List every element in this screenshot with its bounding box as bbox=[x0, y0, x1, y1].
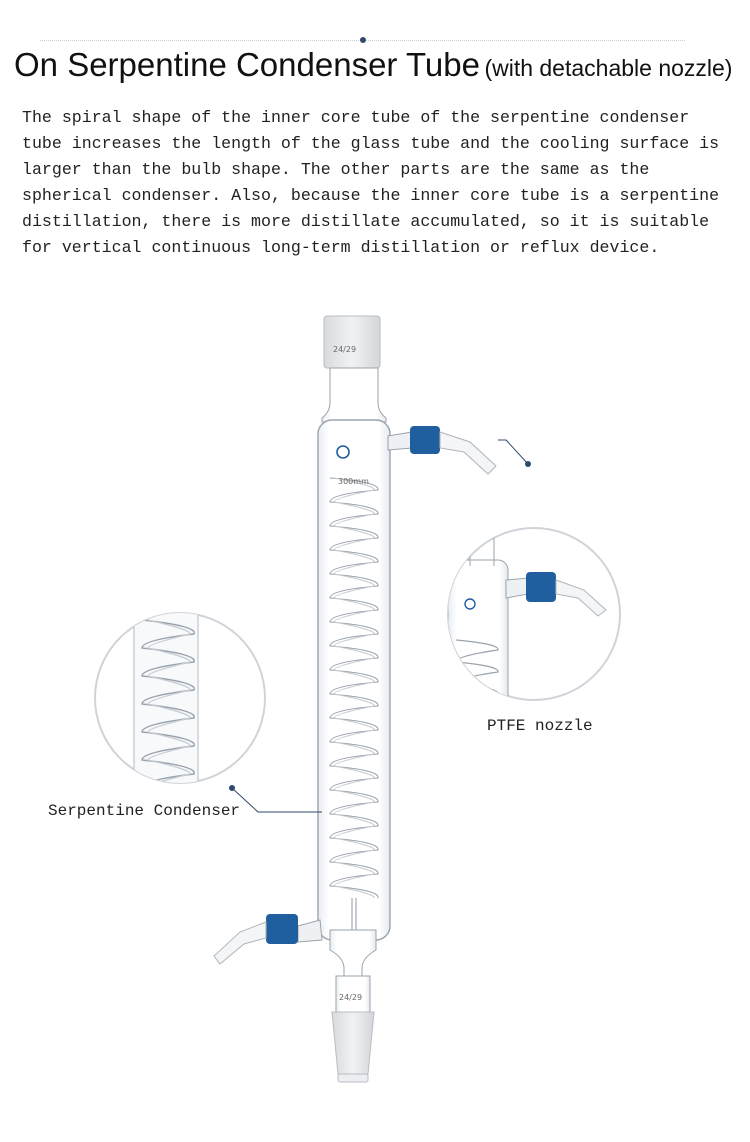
lower-side-arm bbox=[214, 914, 322, 964]
outer-jacket bbox=[318, 420, 390, 940]
title-main: On Serpentine Condenser Tube bbox=[14, 46, 480, 83]
nozzle-detail-magnifier bbox=[448, 528, 620, 710]
length-mark: 300mm bbox=[338, 477, 369, 486]
top-ground-joint bbox=[322, 316, 386, 422]
upper-cap bbox=[410, 426, 440, 454]
title-sub: (with detachable nozzle) bbox=[484, 55, 733, 81]
lower-cap bbox=[266, 914, 298, 944]
coil-detail-magnifier bbox=[95, 600, 265, 800]
serpentine-leader-dot bbox=[229, 785, 235, 791]
upper-side-arm bbox=[388, 426, 496, 474]
top-joint-label: 24/29 bbox=[333, 345, 357, 354]
bottom-joint-label: 24/29 bbox=[339, 993, 363, 1002]
ptfe-leader-line bbox=[498, 440, 528, 464]
ptfe-nozzle-label: PTFE nozzle bbox=[487, 717, 593, 735]
lower-neck bbox=[330, 930, 376, 976]
bottom-ground-joint bbox=[332, 976, 374, 1082]
description-text: The spiral shape of the inner core tube of the serpentine condenser tube increases the length of the glass tube and the cooling surface is larger than the bulb shape. The other parts are the same as the spherical condenser. Also, because the inner core tube is a serpentine distillation, there is more distillate accumulated, so it is suitable for vertical continuous long-term distillation or reflux device. bbox=[22, 108, 720, 257]
ptfe-leader-dot bbox=[525, 461, 531, 467]
serpentine-leader-line bbox=[232, 788, 322, 812]
serpentine-condenser-label: Serpentine Condenser bbox=[48, 802, 241, 820]
